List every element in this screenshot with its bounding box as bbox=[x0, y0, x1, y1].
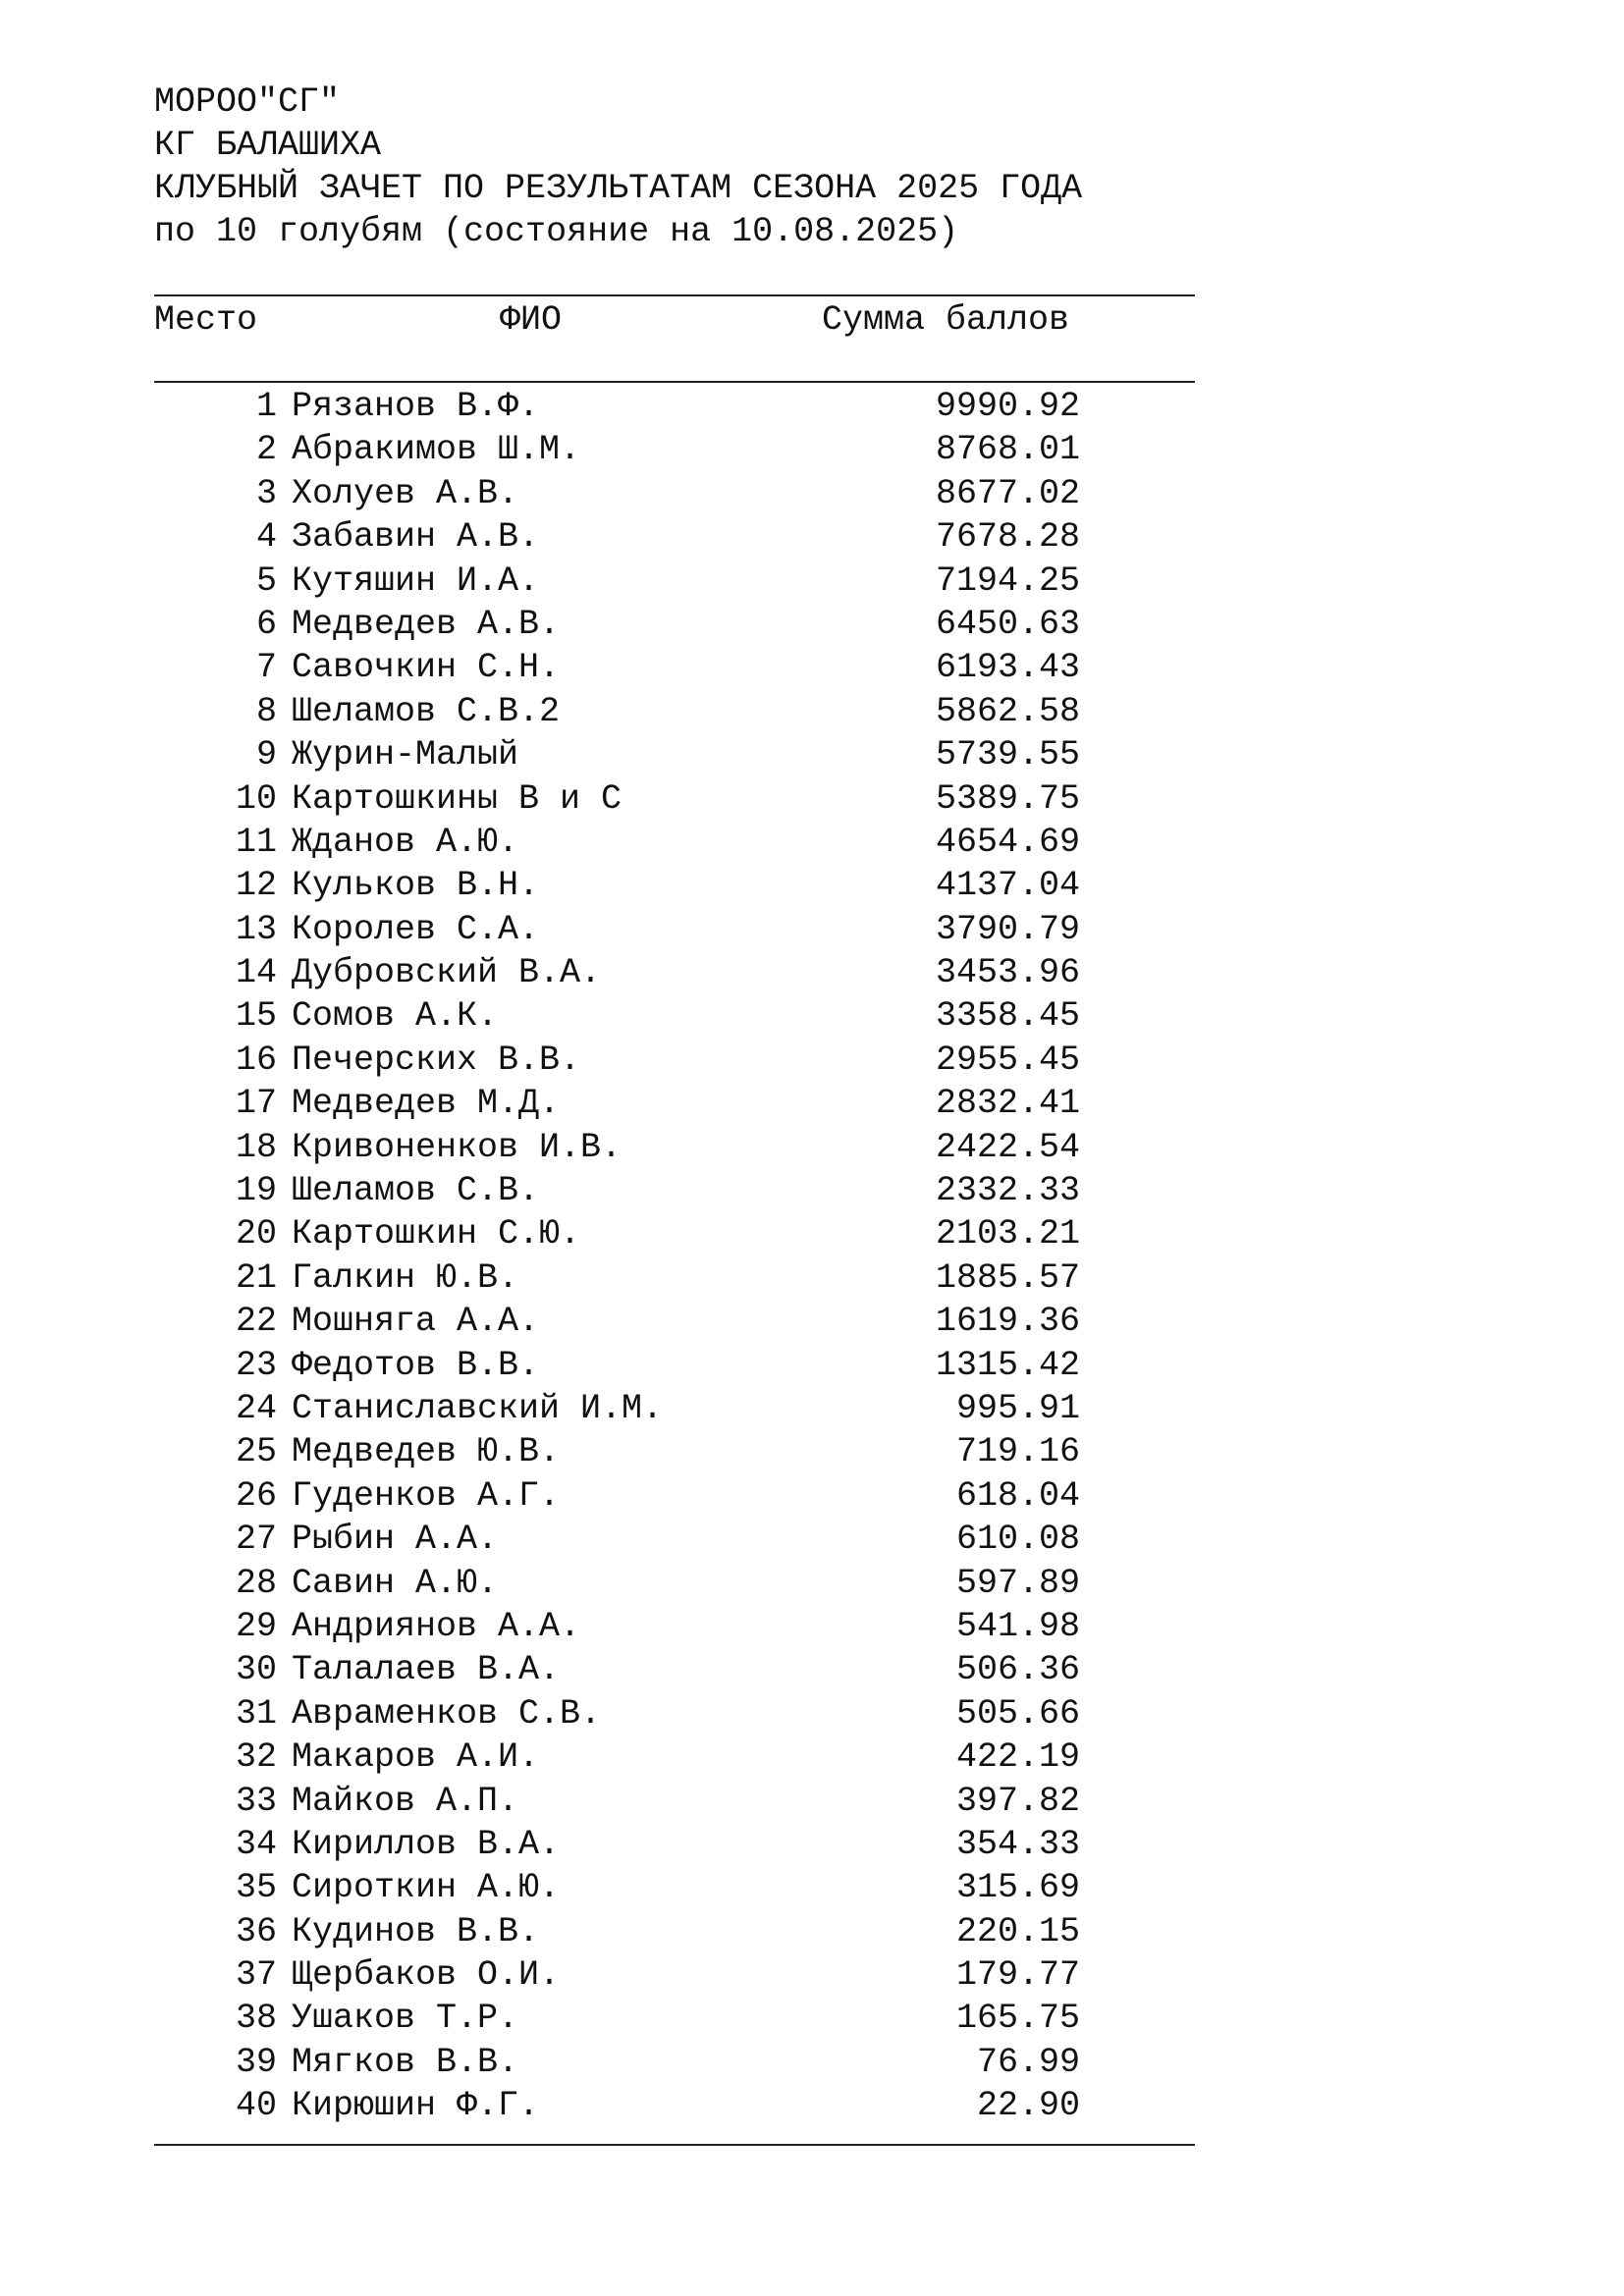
row-name: Гуденков А.Г. bbox=[292, 1475, 561, 1516]
row-place: 24 bbox=[235, 1388, 277, 1428]
header-bottom-rule bbox=[154, 381, 1195, 383]
row-name: Авраменков С.В. bbox=[292, 1693, 602, 1734]
column-headers bbox=[154, 298, 1195, 342]
row-place: 12 bbox=[235, 866, 277, 906]
row-place: 40 bbox=[235, 2086, 277, 2126]
row-name: Станиславский И.М. bbox=[292, 1388, 664, 1428]
row-place: 28 bbox=[235, 1563, 277, 1603]
row-score: 5389.75 bbox=[935, 778, 1080, 819]
results-document bbox=[154, 80, 1195, 2146]
row-place: 23 bbox=[235, 1345, 277, 1385]
table-row bbox=[154, 951, 1195, 994]
row-place: 30 bbox=[235, 1650, 277, 1690]
row-place: 14 bbox=[235, 953, 277, 993]
row-place: 10 bbox=[235, 778, 277, 819]
row-name: Кривоненков И.В. bbox=[292, 1127, 623, 1167]
row-name: Медведев А.В. bbox=[292, 604, 561, 644]
row-place: 37 bbox=[235, 1955, 277, 1996]
row-place: 38 bbox=[235, 1999, 277, 2039]
row-name: Майков А.П. bbox=[292, 1781, 519, 1821]
row-score: 610.08 bbox=[955, 1520, 1080, 1560]
row-place: 11 bbox=[235, 822, 277, 862]
row-score: 6450.63 bbox=[935, 604, 1080, 644]
row-place: 21 bbox=[235, 1257, 277, 1298]
row-score: 597.89 bbox=[955, 1563, 1080, 1603]
row-name: Картошкин С.Ю. bbox=[292, 1214, 581, 1255]
row-place: 13 bbox=[235, 909, 277, 949]
row-place: 15 bbox=[235, 996, 277, 1037]
row-name: Макаров А.И. bbox=[292, 1737, 540, 1778]
table-row bbox=[154, 2084, 1195, 2127]
row-place: 29 bbox=[235, 1606, 277, 1646]
row-score: 4654.69 bbox=[935, 822, 1080, 862]
row-name: Ушаков Т.Р. bbox=[292, 1999, 519, 2039]
table-row bbox=[154, 1910, 1195, 1953]
table-row bbox=[154, 2041, 1195, 2084]
table-row bbox=[154, 646, 1195, 689]
row-name: Талалаев В.А. bbox=[292, 1650, 561, 1690]
row-score: 7194.25 bbox=[935, 561, 1080, 601]
table-row bbox=[154, 1474, 1195, 1518]
row-place: 4 bbox=[255, 517, 277, 558]
row-place: 3 bbox=[255, 473, 277, 513]
table-row bbox=[154, 1997, 1195, 2040]
table-row bbox=[154, 603, 1195, 646]
row-place: 25 bbox=[235, 1432, 277, 1472]
row-score: 422.19 bbox=[955, 1737, 1080, 1778]
row-name: Забавин А.В. bbox=[292, 517, 540, 558]
row-name: Журин-Малый bbox=[292, 735, 519, 775]
table-row bbox=[154, 1518, 1195, 1561]
row-place: 17 bbox=[235, 1084, 277, 1124]
row-score: 506.36 bbox=[955, 1650, 1080, 1690]
row-place: 34 bbox=[235, 1824, 277, 1864]
row-score: 541.98 bbox=[955, 1606, 1080, 1646]
row-score: 9990.92 bbox=[935, 387, 1080, 426]
table-row bbox=[154, 1169, 1195, 1212]
table-row bbox=[154, 1780, 1195, 1823]
row-score: 3358.45 bbox=[935, 996, 1080, 1037]
row-name: Рязанов В.Ф. bbox=[292, 387, 540, 426]
row-name: Холуев А.В. bbox=[292, 473, 519, 513]
column-header-name: ФИО bbox=[500, 300, 563, 340]
table-row bbox=[154, 1648, 1195, 1691]
table-row bbox=[154, 1344, 1195, 1387]
table-row bbox=[154, 994, 1195, 1038]
column-header-score: Сумма баллов bbox=[822, 300, 1070, 340]
table-row bbox=[154, 1256, 1195, 1300]
row-score: 6193.43 bbox=[935, 648, 1080, 688]
table-row bbox=[154, 777, 1195, 821]
row-place: 5 bbox=[255, 561, 277, 601]
row-score: 3790.79 bbox=[935, 909, 1080, 949]
row-score: 1619.36 bbox=[935, 1302, 1080, 1342]
row-place: 6 bbox=[255, 604, 277, 644]
row-name: Кудинов В.В. bbox=[292, 1911, 540, 1951]
row-name: Щербаков О.И. bbox=[292, 1955, 561, 1996]
row-score: 7678.28 bbox=[935, 517, 1080, 558]
row-score: 505.66 bbox=[955, 1693, 1080, 1734]
table-row bbox=[154, 1300, 1195, 1343]
row-place: 8 bbox=[255, 691, 277, 731]
row-name: Кутяшин И.А. bbox=[292, 561, 540, 601]
document-title: КЛУБНЫЙ ЗАЧЕТ ПО РЕЗУЛЬТАТАМ СЕЗОНА 2025 ГОДА bbox=[154, 169, 1083, 208]
row-place: 20 bbox=[235, 1214, 277, 1255]
row-score: 1315.42 bbox=[935, 1345, 1080, 1385]
row-name: Галкин Ю.В. bbox=[292, 1257, 519, 1298]
table-row bbox=[154, 1562, 1195, 1605]
row-score: 179.77 bbox=[955, 1955, 1080, 1996]
club-name: КГ БАЛАШИХА bbox=[154, 126, 382, 165]
row-score: 220.15 bbox=[955, 1911, 1080, 1951]
table-row bbox=[154, 1430, 1195, 1473]
row-score: 2103.21 bbox=[935, 1214, 1080, 1255]
row-score: 2332.33 bbox=[935, 1171, 1080, 1211]
row-score: 1885.57 bbox=[935, 1257, 1080, 1298]
row-place: 18 bbox=[235, 1127, 277, 1167]
row-score: 165.75 bbox=[955, 1999, 1080, 2039]
results-table-body bbox=[154, 385, 1195, 2128]
row-name: Савочкин С.Н. bbox=[292, 648, 561, 688]
row-name: Сироткин А.Ю. bbox=[292, 1868, 561, 1908]
row-place: 16 bbox=[235, 1040, 277, 1080]
table-row bbox=[154, 385, 1195, 428]
row-score: 8677.02 bbox=[935, 473, 1080, 513]
row-score: 995.91 bbox=[955, 1388, 1080, 1428]
table-row bbox=[154, 821, 1195, 864]
row-place: 19 bbox=[235, 1171, 277, 1211]
header-top-rule bbox=[154, 294, 1195, 296]
row-score: 3453.96 bbox=[935, 953, 1080, 993]
table-row bbox=[154, 1953, 1195, 1997]
row-name: Андриянов А.А. bbox=[292, 1606, 581, 1646]
row-name: Мошняга А.А. bbox=[292, 1302, 540, 1342]
table-row bbox=[154, 733, 1195, 776]
row-place: 26 bbox=[235, 1475, 277, 1516]
row-place: 39 bbox=[235, 2042, 277, 2082]
table-row bbox=[154, 864, 1195, 907]
row-place: 7 bbox=[255, 648, 277, 688]
row-score: 2422.54 bbox=[935, 1127, 1080, 1167]
row-name: Рыбин А.А. bbox=[292, 1520, 499, 1560]
row-name: Шеламов С.В. bbox=[292, 1171, 540, 1211]
row-place: 33 bbox=[235, 1781, 277, 1821]
row-name: Медведев М.Д. bbox=[292, 1084, 561, 1124]
table-row bbox=[154, 515, 1195, 559]
row-score: 8768.01 bbox=[935, 430, 1080, 470]
table-row bbox=[154, 1039, 1195, 1082]
row-place: 35 bbox=[235, 1868, 277, 1908]
row-score: 354.33 bbox=[955, 1824, 1080, 1864]
row-place: 2 bbox=[255, 430, 277, 470]
table-row bbox=[154, 908, 1195, 951]
row-name: Королев С.А. bbox=[292, 909, 540, 949]
row-place: 31 bbox=[235, 1693, 277, 1734]
row-name: Сомов А.К. bbox=[292, 996, 499, 1037]
table-row bbox=[154, 1126, 1195, 1169]
table-row bbox=[154, 560, 1195, 603]
row-score: 5862.58 bbox=[935, 691, 1080, 731]
row-score: 719.16 bbox=[955, 1432, 1080, 1472]
row-score: 22.90 bbox=[976, 2086, 1080, 2126]
table-row bbox=[154, 428, 1195, 471]
row-place: 36 bbox=[235, 1911, 277, 1951]
column-header-place: Место bbox=[154, 300, 258, 340]
row-place: 22 bbox=[235, 1302, 277, 1342]
row-name: Кирюшин Ф.Г. bbox=[292, 2086, 540, 2126]
table-row bbox=[154, 1866, 1195, 1909]
table-row bbox=[154, 1387, 1195, 1430]
row-score: 397.82 bbox=[955, 1781, 1080, 1821]
row-score: 76.99 bbox=[976, 2042, 1080, 2082]
row-name: Жданов А.Ю. bbox=[292, 822, 519, 862]
row-name: Шеламов С.В.2 bbox=[292, 691, 561, 731]
row-score: 4137.04 bbox=[935, 866, 1080, 906]
row-name: Медведев Ю.В. bbox=[292, 1432, 561, 1472]
table-row bbox=[154, 1605, 1195, 1648]
row-place: 9 bbox=[255, 735, 277, 775]
row-place: 27 bbox=[235, 1520, 277, 1560]
table-row bbox=[154, 1212, 1195, 1255]
row-name: Картошкины В и С bbox=[292, 778, 623, 819]
row-place: 32 bbox=[235, 1737, 277, 1778]
table-row bbox=[154, 472, 1195, 515]
table-row bbox=[154, 1735, 1195, 1779]
row-score: 315.69 bbox=[955, 1868, 1080, 1908]
row-place: 1 bbox=[255, 387, 277, 426]
row-name: Дубровский В.А. bbox=[292, 953, 602, 993]
row-name: Мягков В.В. bbox=[292, 2042, 519, 2082]
row-name: Печерских В.В. bbox=[292, 1040, 581, 1080]
table-bottom-rule bbox=[154, 2144, 1195, 2146]
organization-name: МОРОО"СГ" bbox=[154, 82, 341, 122]
table-row bbox=[154, 1823, 1195, 1866]
row-name: Кириллов В.А. bbox=[292, 1824, 561, 1864]
row-score: 2955.45 bbox=[935, 1040, 1080, 1080]
row-score: 618.04 bbox=[955, 1475, 1080, 1516]
row-name: Абракимов Ш.М. bbox=[292, 430, 581, 470]
table-row bbox=[154, 1082, 1195, 1125]
document-subtitle: по 10 голубям (состояние на 10.08.2025) bbox=[154, 212, 959, 251]
table-row bbox=[154, 690, 1195, 733]
row-score: 5739.55 bbox=[935, 735, 1080, 775]
row-score: 2832.41 bbox=[935, 1084, 1080, 1124]
row-name: Кульков В.Н. bbox=[292, 866, 540, 906]
table-row bbox=[154, 1692, 1195, 1735]
row-name: Федотов В.В. bbox=[292, 1345, 540, 1385]
row-name: Савин А.Ю. bbox=[292, 1563, 499, 1603]
